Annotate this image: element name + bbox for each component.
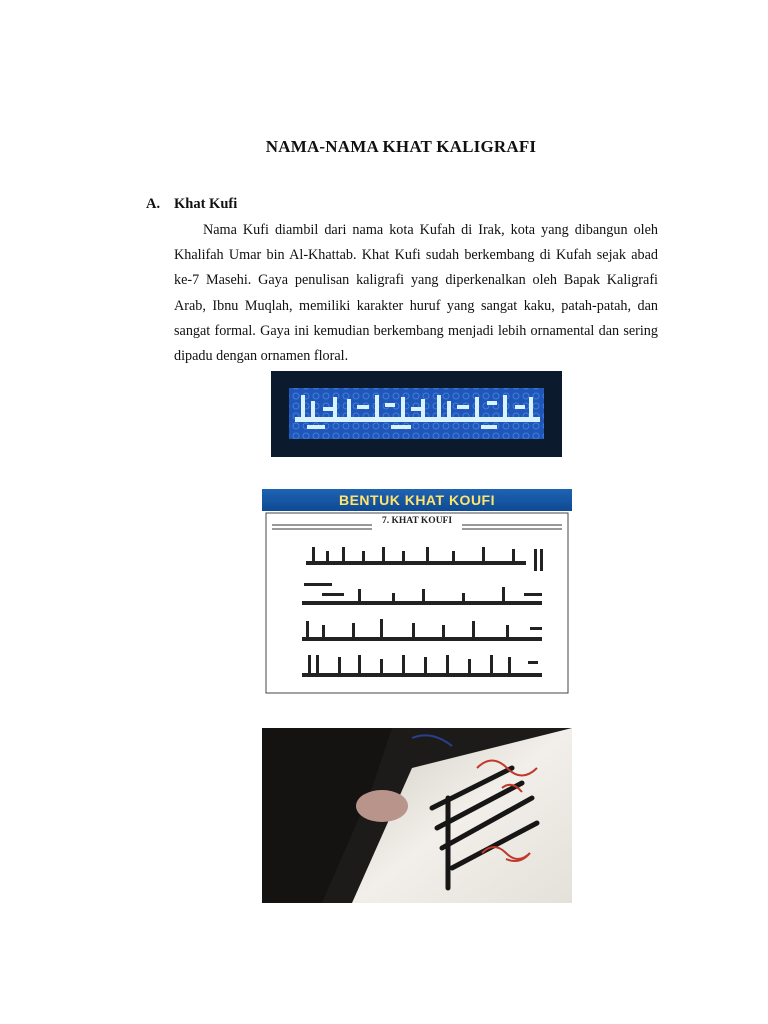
kufi-banner-illustration	[271, 371, 562, 457]
section-title: Khat Kufi	[174, 196, 238, 212]
page-title: NAMA-NAMA KHAT KALIGRAFI	[265, 137, 537, 156]
calligraphy-photo-image	[262, 728, 572, 903]
kufi-alphabet-chart-image	[262, 489, 572, 696]
section-heading	[146, 196, 237, 213]
kufi-banner-image	[271, 371, 562, 457]
chart-heading: BENTUK KHAT KOUFI	[262, 489, 572, 511]
section-letter: A.	[146, 196, 161, 212]
section-paragraph: Nama Kufi diambil dari nama kota Kufah di Irak, kota yang dibangun oleh Khalifah Umar bin Al-Khattab. Khat Kufi sudah berkembang di Kufah sejak abad ke-7 Masehi. Gaya penulisan kaligrafi yang diperkenalkan oleh Bapak Kaligrafi Arab, Ibnu Muqlah, memiliki karakter huruf yang sangat kaku, patah-patah, dan sangat formal. Gaya ini kemudian berkembang menjadi lebih ornamental dan sering dipadu dengan ornamen floral.	[174, 222, 658, 365]
chart-subheading: 7. KHAT KOUFI	[381, 516, 453, 526]
calligraphy-photo-illustration	[262, 728, 572, 903]
